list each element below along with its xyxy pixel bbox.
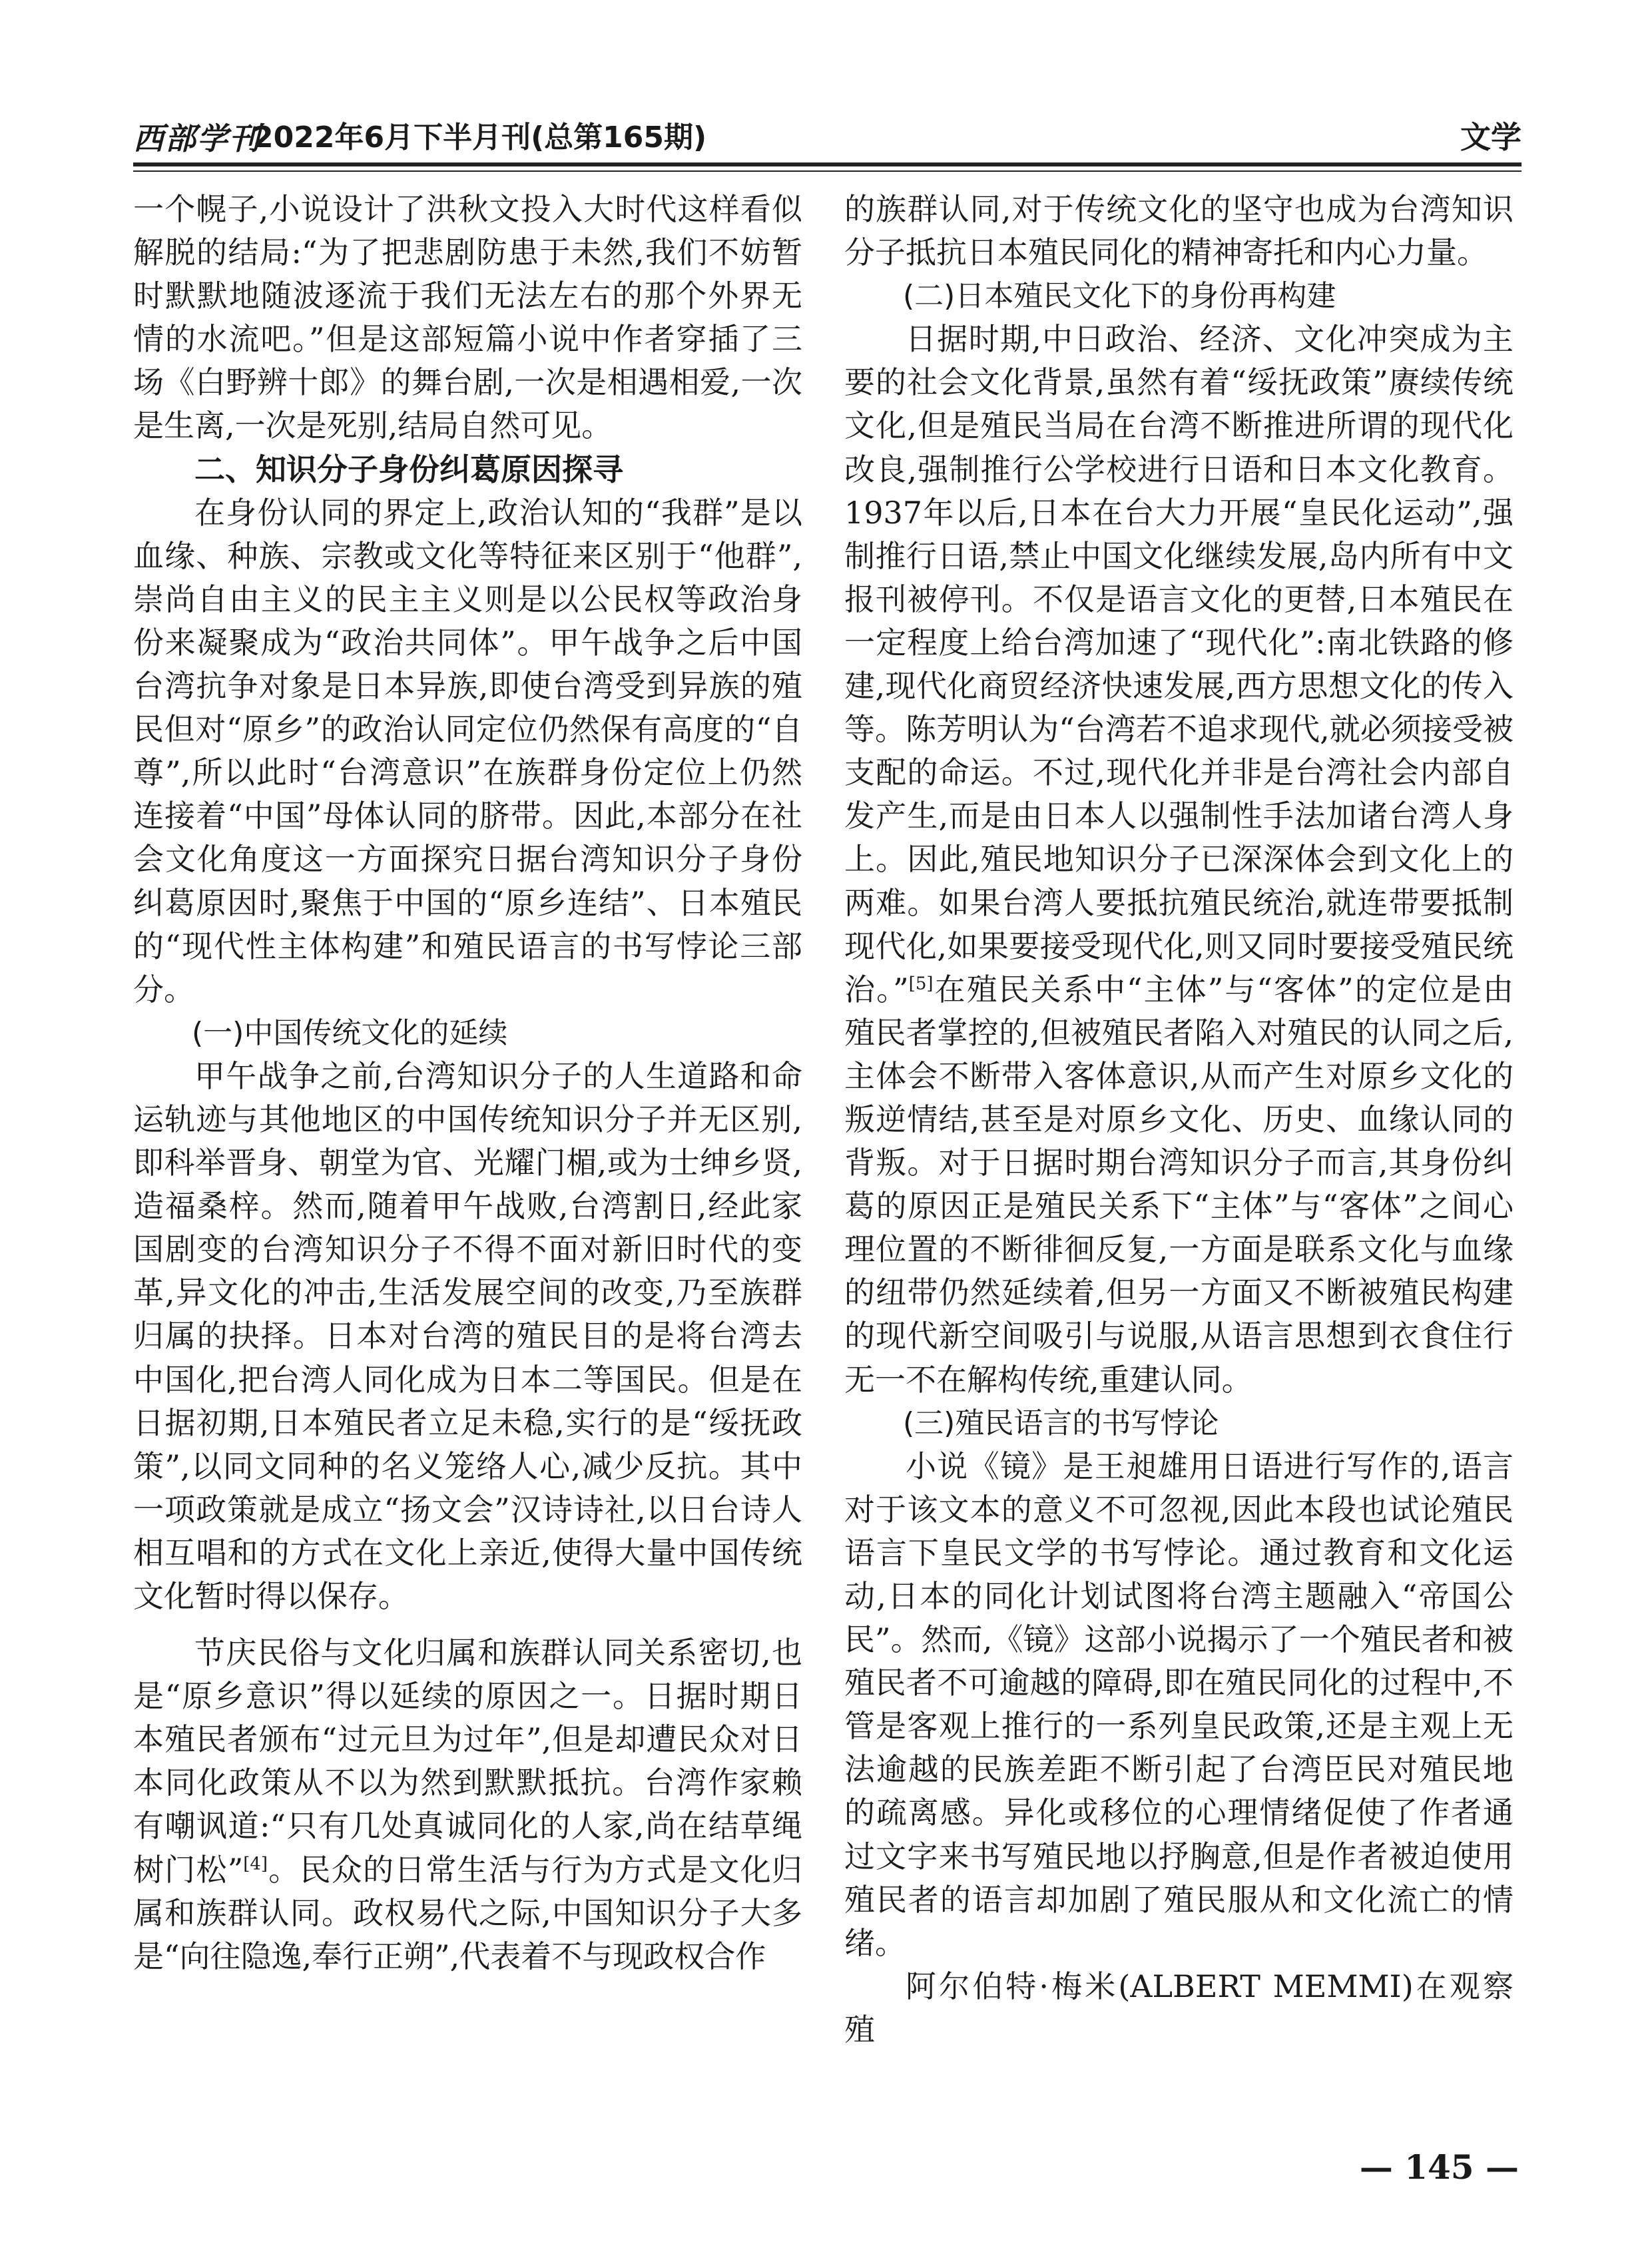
citation-marker: [4]	[243, 1854, 268, 1874]
section-heading: (三)殖民语言的书写悖论	[903, 1406, 1219, 1440]
page-number: — 145 —	[1359, 2147, 1519, 2187]
header-rule-thin	[133, 170, 1521, 172]
citation-marker: [5]	[908, 974, 934, 994]
header-rule-thick	[133, 162, 1521, 166]
section-heading: (一)中国传统文化的延续	[192, 1015, 508, 1050]
issue-info: 2022年6月下半月刊(总第165期)	[253, 121, 707, 154]
paragraph	[133, 1631, 802, 1978]
paragraph-text: 节庆民俗与文化归属和族群认同关系密切,也是“原乡意识”得以延续的原因之一。日据时期日本殖民者颁布“过元旦为过年”,但是却遭民众对日本同化政策从不以为然到默默抵抗。台湾作家赖有嘲讽道:“只有几处真诚同化的人家,尚在结草绳树门松”	[133, 1635, 802, 1888]
section-heading: (二)日本殖民文化下的身份再构建	[903, 279, 1336, 314]
journal-logo: 西部学刊	[133, 121, 261, 156]
paragraph	[844, 318, 1514, 1401]
section-label: 文学	[1460, 119, 1521, 155]
paragraph-continued: 的族群认同,对于传统文化的坚守也成为台湾知识分子抵抗日本殖民同化的精神寄托和内心力量。	[844, 191, 1514, 271]
paragraph: 阿尔伯特·梅米(ALBERT MEMMI)在观察殖	[844, 1968, 1514, 2048]
paragraph-text: 在殖民关系中“主体”与“客体”的定位是由殖民者掌控的,但被殖民者陷入对殖民的认同之后,主体会不断带入客体意识,从而产生对原乡文化的叛逆情结,甚至是对原乡文化、历史、血缘认同的背叛。对于日据时期台湾知识分子而言,其身份纠葛的原因正是殖民关系下“主体”与“客体”之间心理位置的不断徘徊反复,一方面是联系文化与血缘的纽带仍然延续着,但另一方面又不断被殖民构建的现代新空间吸引与说服,从语言思想到衣食住行无一不在解构传统,重建认同。	[844, 971, 1514, 1398]
running-header	[133, 113, 1521, 160]
paragraph-text: 日据时期,中日政治、经济、文化冲突成为主要的社会文化背景,虽然有着“绥抚政策”赓续传统文化,但是殖民当局在台湾不断推进所谓的现代化改良,强制推行公学校进行日语和日本文化教育。1937年以后,日本在台大力开展“皇民化运动”,强制推行日语,禁止中国文化继续发展,岛内所有中文报刊被停刊。不仅是语言文化的更替,日本殖民在一定程度上给台湾加速了“现代化”:南北铁路的修建,现代化商贸经济快速发展,西方思想文化的传入等。陈芳明认为“台湾若不追求现代,就必须接受被支配的命运。不过,现代化并非是台湾社会内部自发产生,而是由日本人以强制性手法加诸台湾人身上。因此,殖民地知识分子已深深体会到文化上的两难。如果台湾人要抵抗殖民统治,就连带要抵制现代化,如果要接受现代化,则又同时要接受殖民统治。”	[844, 321, 1514, 1007]
section-heading: 二、知识分子身份纠葛原因探寻	[194, 451, 623, 487]
paragraph-continued: 一个幌子,小说设计了洪秋文投入大时代这样看似解脱的结局:“为了把悲剧防患于未然,我们不妨暂时默默地随波逐流于我们无法左右的那个外界无情的水流吧。”但是这部短篇小说中作者穿插了三场《白野辨十郎》的舞台剧,一次是相遇相爱,一次是生离,一次是死别,结局自然可见。	[133, 191, 802, 444]
paragraph: 小说《镜》是王昶雄用日语进行写作的,语言对于该文本的意义不可忽视,因此本段也试论殖民语言下皇民文学的书写悖论。通过教育和文化运动,日本的同化计划试图将台湾主题融入“帝国公民”。然而,《镜》这部小说揭示了一个殖民者和被殖民者不可逾越的障碍,即在殖民同化的过程中,不管是客观上推行的一系列皇民政策,还是主观上无法逾越的民族差距不断引起了台湾臣民对殖民地的疏离感。异化或移位的心理情绪促使了作者通过文字来书写殖民地以抒胸意,但是作者被迫使用殖民者的语言却加剧了殖民服从和文化流亡的情绪。	[844, 1448, 1514, 1961]
right-column	[844, 188, 1514, 2052]
paragraph: 甲午战争之前,台湾知识分子的人生道路和命运轨迹与其他地区的中国传统知识分子并无区别,即科举晋身、朝堂为官、光耀门楣,或为士绅乡贤,造福桑梓。然而,随着甲午战败,台湾割日,经此家国剧变的台湾知识分子不得不面对新旧时代的变革,异文化的冲击,生活发展空间的改变,乃至族群归属的抉择。日本对台湾的殖民目的是将台湾去中国化,把台湾人同化成为日本二等国民。但是在日据初期,日本殖民者立足未稳,实行的是“绥抚政策”,以同文同种的名义笼络人心,减少反抗。其中一项政策就是成立“扬文会”汉诗诗社,以日台诗人相互唱和的方式在文化上亲近,使得大量中国传统文化暂时得以保存。	[133, 1057, 802, 1614]
left-column	[133, 188, 802, 1978]
paragraph-text: 。民众的日常生活与行为方式是文化归属和族群认同。政权易代之际,中国知识分子大多是“向往隐逸,奉行正朔”,代表着不与现政权合作	[133, 1851, 802, 1974]
paragraph: 在身份认同的界定上,政治认知的“我群”是以血缘、种族、宗教或文化等特征来区别于“他群”,崇尚自由主义的民主主义则是以公民权等政治身份来凝聚成为“政治共同体”。甲午战争之后中国台湾抗争对象是日本异族,即使台湾受到异族的殖民但对“原乡”的政治认同定位仍然保有高度的“自尊”,所以此时“台湾意识”在族群身份定位上仍然连接着“中国”母体认同的脐带。因此,本部分在社会文化角度这一方面探究日据台湾知识分子身份纠葛原因时,聚焦于中国的“原乡连结”、日本殖民的“现代性主体构建”和殖民语言的书写悖论三部分。	[133, 494, 802, 1007]
